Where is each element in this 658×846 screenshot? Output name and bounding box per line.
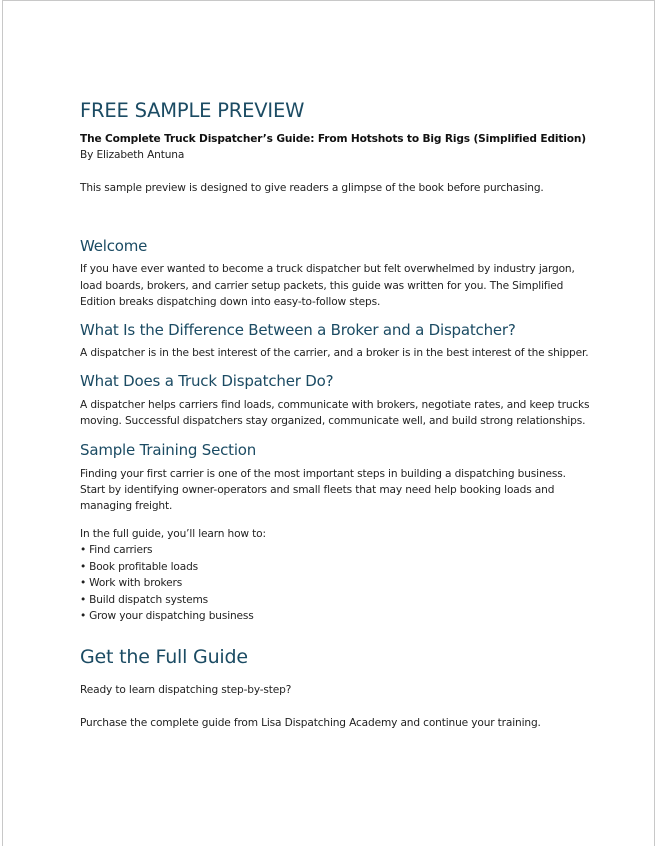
training-paragraph: Finding your first carrier is one of the most important steps in building a dispatching business. Start by identifying owner-operators and small fleets that may need help booking loads and managing freight. [80,467,566,513]
list-item [80,575,590,591]
cta-heading: Get the Full Guide [80,646,248,669]
author-line: By Elizabeth Antuna [80,149,185,161]
list-item [80,608,590,624]
bullet-icon: • [80,560,87,573]
role-paragraph: A dispatcher helps carriers find loads, communicate with brokers, negotiate rates, and keep trucks moving. Successful dispatchers stay organized, communicate well, and build strong relationships. [80,399,590,428]
bullet-icon: • [80,544,87,557]
list-item-label: Work with brokers [89,577,183,590]
difference-heading: What Is the Difference Between a Broker and a Dispatcher? [80,321,516,340]
document-page [2,0,655,846]
bullet-icon: • [80,610,87,623]
cta-line-1: Ready to learn dispatching step-by-step? [80,684,292,697]
list-item-label: Build dispatch systems [89,593,209,606]
book-title: The Complete Truck Dispatcher’s Guide: From Hotshots to Big Rigs (Simplified Edition) [80,133,586,145]
list-item [80,542,590,558]
difference-paragraph: A dispatcher is in the best interest of the carrier, and a broker is in the best interest of the shipper. [80,347,589,360]
list-item-label: Find carriers [89,544,153,557]
role-heading: What Does a Truck Dispatcher Do? [80,372,334,391]
welcome-paragraph: If you have ever wanted to become a truck dispatcher but felt overwhelmed by industry jargon, load boards, brokers, and carrier setup packets, this guide was written for you. The Simplified Edition breaks dispatching down into easy-to-follow steps. [80,263,575,308]
list-item [80,592,590,608]
training-heading: Sample Training Section [80,440,257,459]
welcome-heading: Welcome [80,237,148,256]
list-item-label: Grow your dispatching business [89,610,254,623]
bullet-icon: • [80,577,87,590]
preview-heading: FREE SAMPLE PREVIEW [80,99,305,122]
list-item [80,559,590,575]
list-item-label: Book profitable loads [89,560,199,573]
cta-line-2: Purchase the complete guide from Lisa Dispatching Academy and continue your training. [80,716,541,729]
intro-paragraph: This sample preview is designed to give readers a glimpse of the book before purchasing. [80,182,544,195]
list-intro: In the full guide, you’ll learn how to: [80,528,266,541]
document-content [80,97,590,731]
bullet-icon: • [80,593,87,606]
skills-list [80,542,590,624]
